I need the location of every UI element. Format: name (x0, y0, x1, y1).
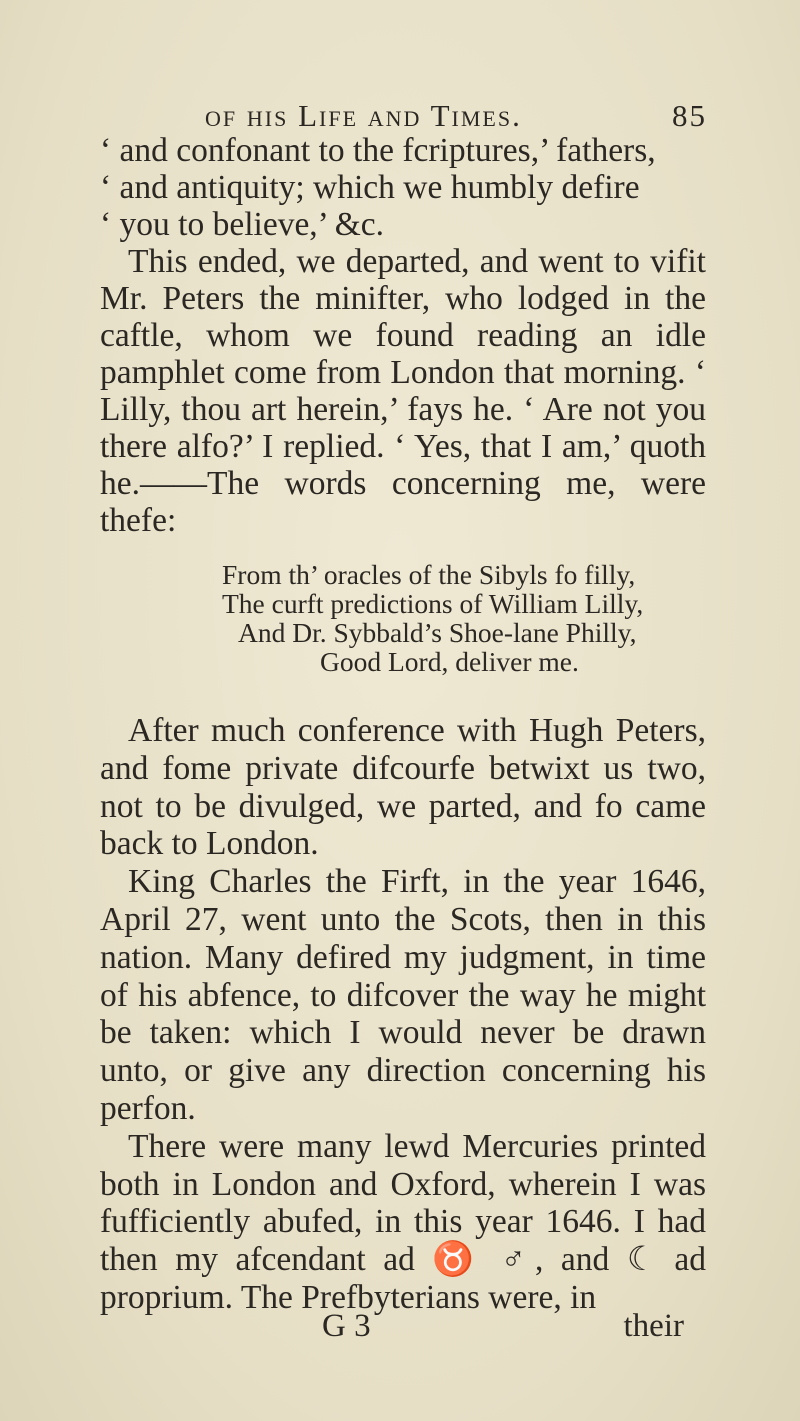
body-text-lower (100, 712, 706, 1317)
verse-line: The curft predictions of William Lilly, (222, 588, 644, 619)
text-line: ‘ and antiquity; which we humbly defire (100, 169, 640, 206)
verse-line: From th’ oracles of the Sibyls fo filly, (222, 559, 636, 590)
paragraph-quote-end (100, 132, 706, 243)
text-line: ‘ and confonant to the fcriptures,’ fathers, (100, 132, 656, 169)
body-text-upper (100, 132, 706, 539)
page-number: 85 (672, 98, 707, 133)
signature-mark: G 3 (322, 1308, 371, 1344)
verse-line: And Dr. Sybbald’s Shoe-lane Philly, (238, 617, 637, 648)
paragraph-king-charles: King Charles the Firft, in the year 1646, April 27, went unto the Scots, then in this nation. Many defired my judgment, in time of his abfence, to difcover the way he might be taken: which I would never be drawn unto, or give any direction concerning his perfon. (100, 863, 706, 1127)
running-title: of his Life and Times. (205, 98, 522, 133)
running-head (205, 98, 725, 134)
catchword: their (623, 1308, 684, 1344)
text-line: ‘ you to believe,’ &c. (100, 206, 385, 243)
paragraph-conference: After much conference with Hugh Peters, and fome private difcourfe betwixt us two, not to be divulged, we parted, and fo came back to London. (100, 712, 706, 863)
verse-line: Good Lord, deliver me. (320, 646, 579, 677)
paragraph-mercuries: There were many lewd Mercuries printed both in London and Oxford, wherein I was fufficiently abufed, in this year 1646. I had then my afcendant ad ♉ ♂, and ☾ ad proprium. The Prefbyterians were, in (100, 1127, 706, 1316)
verse-block (222, 560, 742, 676)
paragraph-visit-peters: This ended, we departed, and went to vifit Mr. Peters the minifter, who lodged in the caftle, whom we found reading an idle pamphlet come from London that morning. ‘ Lilly, thou art herein,’ fays he. ‘ Are not you there alfo?’ I replied. ‘ Yes, that I am,’ quoth he.——The words concerning me, were thefe: (100, 243, 706, 539)
